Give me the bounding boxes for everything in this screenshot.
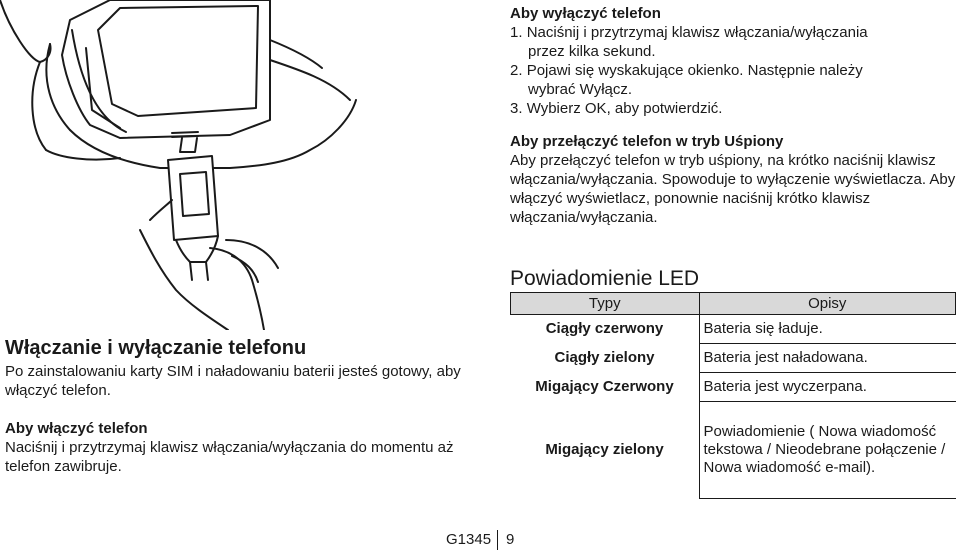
step-number: 2. bbox=[510, 62, 523, 79]
power-on-text: Naciśnij i przytrzymaj klawisz włączania/wyłączania do momentu aż telefon zawibruje. bbox=[5, 439, 454, 475]
power-off-heading: Aby wyłączyć telefon bbox=[510, 5, 661, 22]
power-off-steps bbox=[510, 23, 958, 118]
led-table bbox=[510, 292, 956, 499]
phone-illustration bbox=[0, 0, 480, 330]
page-footer bbox=[446, 530, 514, 550]
list-item bbox=[510, 99, 958, 118]
table-header-row bbox=[511, 293, 956, 315]
table-row bbox=[511, 402, 956, 499]
power-on-heading: Aby włączyć telefon bbox=[5, 420, 148, 437]
model-code: G1345 bbox=[446, 530, 498, 550]
sleep-heading: Aby przełączyć telefon w tryb Uśpiony bbox=[510, 133, 784, 150]
led-description: Powiadomienie ( Nowa wiadomość tekstowa / Nieodebrane połączenie / Nowa wiadomość e-mail). bbox=[699, 402, 956, 499]
led-type: Migający Czerwony bbox=[511, 373, 700, 402]
hand-holding-phone-icon bbox=[0, 0, 480, 330]
table-row bbox=[511, 373, 956, 402]
led-type: Migający zielony bbox=[511, 402, 700, 499]
led-description: Bateria się ładuje. bbox=[699, 315, 956, 344]
step-text: wybrać Wyłącz. bbox=[528, 81, 633, 98]
step-text: Pojawi się wyskakujące okienko. Następnie należy bbox=[526, 62, 863, 79]
led-description: Bateria jest wyczerpana. bbox=[699, 373, 956, 402]
table-row bbox=[511, 344, 956, 373]
led-type: Ciągły zielony bbox=[511, 344, 700, 373]
list-item bbox=[510, 23, 958, 61]
right-column bbox=[510, 4, 958, 227]
page-number: 9 bbox=[506, 531, 515, 548]
column-header-descriptions: Opisy bbox=[699, 293, 956, 315]
list-item bbox=[510, 61, 958, 99]
step-text: Wybierz OK, aby potwierdzić. bbox=[526, 100, 723, 117]
intro-text: Po zainstalowaniu karty SIM i naładowaniu baterii jesteś gotowy, aby włączyć telefon. bbox=[5, 363, 461, 399]
step-text: Naciśnij i przytrzymaj klawisz włączania/wyłączania bbox=[526, 24, 868, 41]
step-number: 3. bbox=[510, 100, 523, 117]
sleep-text: Aby przełączyć telefon w tryb uśpiony, na krótko naciśnij klawisz włączania/wyłączania. Spowoduje to wyłączenie wyświetlacza. Aby włączyć wyświetlacz, ponownie naciśnij krótko klawisz włączania/wyłączania. bbox=[510, 152, 956, 226]
power-section bbox=[5, 336, 465, 476]
led-title: Powiadomienie LED bbox=[510, 267, 700, 290]
led-type: Ciągły czerwony bbox=[511, 315, 700, 344]
section-title: Włączanie i wyłączanie telefonu bbox=[5, 337, 307, 359]
table-row bbox=[511, 315, 956, 344]
led-description: Bateria jest naładowana. bbox=[699, 344, 956, 373]
step-text: przez kilka sekund. bbox=[528, 43, 656, 60]
step-number: 1. bbox=[510, 24, 523, 41]
column-header-types: Typy bbox=[511, 293, 700, 315]
